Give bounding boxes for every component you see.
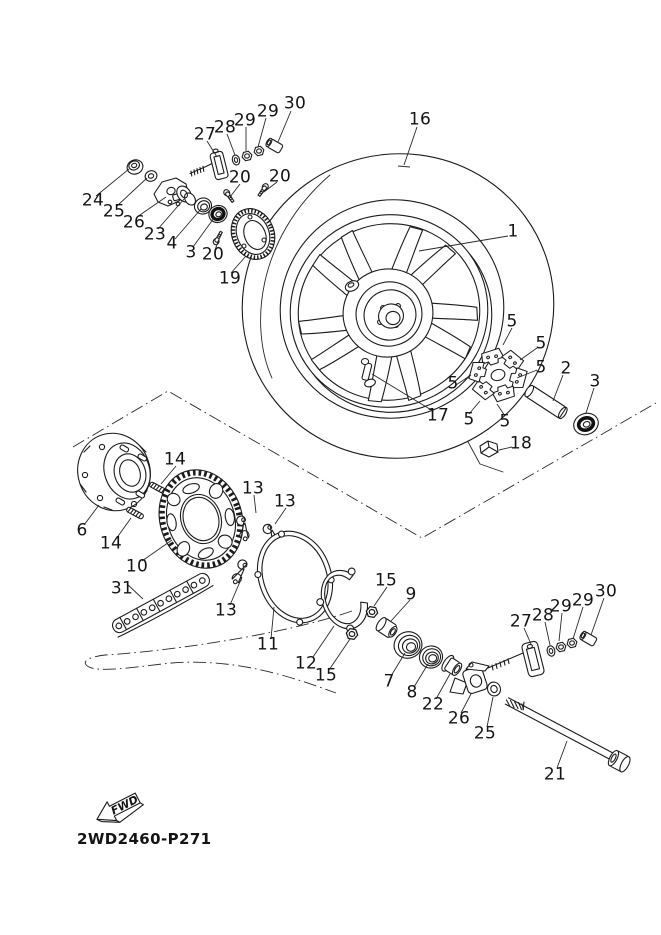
callout-5-5: 5: [506, 311, 518, 332]
callout-4-4: 4: [166, 233, 178, 254]
callout-15-24: 15: [314, 665, 338, 686]
callout-6-11: 6: [76, 520, 88, 541]
callout-20-30: 20: [268, 166, 292, 187]
damper-wedge-18: [480, 441, 498, 457]
cap-30-right: [579, 630, 598, 646]
callout-12-17: 12: [294, 653, 318, 674]
callout-19-28: 19: [218, 268, 242, 289]
part-code-label: 2WD2460-P271: [77, 830, 212, 848]
callout-11-16: 11: [256, 634, 280, 655]
callout-7-12: 7: [383, 671, 395, 692]
axle-21: [505, 698, 632, 774]
callout-23-34: 23: [143, 224, 167, 245]
callout-28-42: 28: [213, 117, 237, 138]
adjust-block-27-right: [521, 641, 545, 678]
adjust-block-27-top: [209, 148, 229, 181]
spacer-22: [440, 654, 465, 679]
callout-17-26: 17: [426, 405, 450, 426]
washer-28-right: [546, 645, 556, 657]
callout-28-43: 28: [531, 605, 555, 626]
callout-5-10: 5: [499, 411, 511, 432]
callout-29-45: 29: [256, 101, 280, 122]
callout-21-32: 21: [543, 764, 567, 785]
stud-14-b: [126, 506, 144, 519]
collar-2: [523, 384, 569, 420]
callout-13-18: 13: [241, 478, 265, 499]
bolt-20-c: [257, 182, 270, 197]
callout-26-38: 26: [122, 212, 146, 233]
nut-24: [125, 158, 145, 177]
callout-14-22: 14: [99, 533, 123, 554]
callout-5-6: 5: [535, 333, 547, 354]
callout-2-1: 2: [560, 358, 572, 379]
hub-6: [68, 424, 161, 520]
callout-24-35: 24: [81, 190, 105, 211]
fwd-arrow-label: FWD: [108, 792, 141, 818]
washer-28-top: [231, 154, 240, 165]
callout-14-21: 14: [163, 449, 187, 470]
callout-25-36: 25: [102, 201, 126, 222]
callout-8-13: 8: [406, 682, 418, 703]
cap-30-top: [265, 137, 284, 153]
callout-30-48: 30: [283, 93, 307, 114]
nut-29-top-a: [241, 151, 253, 162]
callout-13-19: 13: [273, 491, 297, 512]
callout-31-50: 31: [110, 578, 134, 599]
chain-puller-26-right: [450, 653, 523, 695]
callout-3-3: 3: [185, 242, 197, 263]
callout-27-40: 27: [193, 124, 217, 145]
bolt-20-b: [223, 188, 236, 203]
bearing-3-right: [571, 410, 602, 438]
callout-27-41: 27: [509, 611, 533, 632]
callout-10-15: 10: [125, 556, 149, 577]
callout-26-39: 26: [447, 708, 471, 729]
callout-5-9: 5: [463, 409, 475, 430]
link-13-c: [227, 558, 252, 585]
callout-29-46: 29: [549, 596, 573, 617]
callout-20-29: 20: [228, 167, 252, 188]
callout-25-37: 25: [473, 723, 497, 744]
washer-25-right: [486, 680, 503, 698]
callout-15-23: 15: [374, 570, 398, 591]
callout-18-27: 18: [509, 433, 533, 454]
callout-16-25: 16: [408, 109, 432, 130]
callout-30-49: 30: [594, 581, 618, 602]
bolt-20-a: [212, 231, 224, 246]
nut-29-right-b: [566, 638, 578, 649]
nut-29-top-b: [253, 146, 265, 157]
callout-1-0: 1: [507, 221, 519, 242]
callout-9-14: 9: [405, 584, 417, 605]
fwd-arrow: [92, 788, 146, 831]
collar-9: [374, 616, 399, 640]
callout-20-31: 20: [201, 244, 225, 265]
callout-5-8: 5: [447, 373, 459, 394]
nut-29-right-a: [555, 642, 567, 653]
callout-29-44: 29: [233, 110, 257, 131]
washer-25-top: [144, 169, 159, 183]
callout-5-7: 5: [535, 357, 547, 378]
callout-22-33: 22: [421, 694, 445, 715]
callout-3-2: 3: [589, 371, 601, 392]
callout-13-20: 13: [214, 600, 238, 621]
callout-29-47: 29: [571, 590, 595, 611]
